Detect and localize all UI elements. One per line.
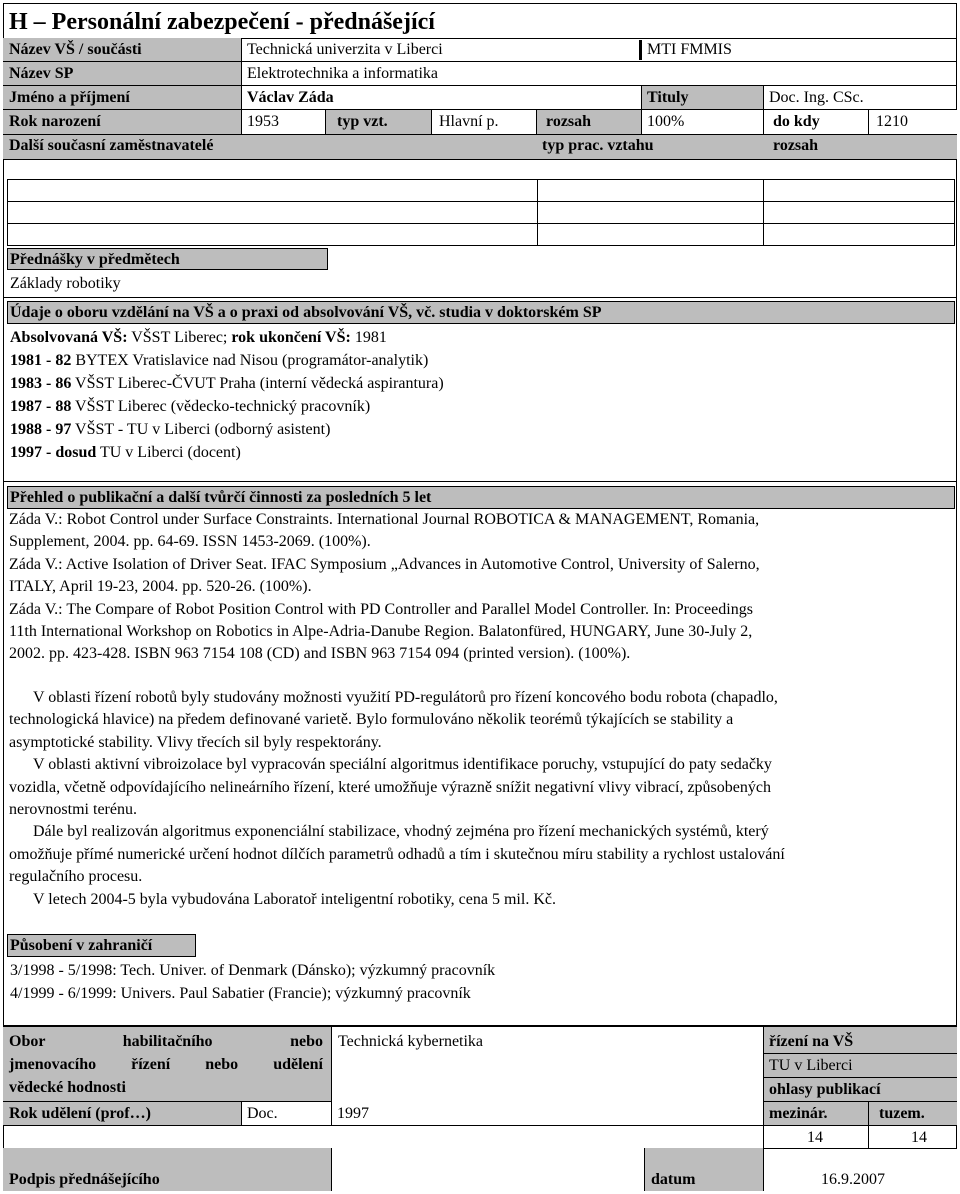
- summary-line: V oblasti řízení robotů byly studovány možnosti využití PD-regulátorů pro řízení koncového bodu robota (chapadlo,: [33, 689, 778, 706]
- publication-line: Supplement, 2004. pp. 64-69. ISSN 1453-2069. (100%).: [9, 533, 371, 551]
- education-heading: Údaje o oboru vzdělání na VŠ a o praxi od absolvování VŠ, vč. studia v doktorském SP: [10, 304, 602, 321]
- other-scope-label: rozsah: [773, 137, 819, 154]
- summary-line: V letech 2004-5 byla vybudována Laboratoř inteligentní robotiky, cena 5 mil. Kč.: [33, 890, 556, 908]
- summary-line: asymptotické stability. Vlivy třecích sil byly respektorány.: [9, 733, 382, 751]
- other-type-label: typ prac. vztahu: [542, 137, 654, 154]
- until-value: 1210: [876, 113, 908, 130]
- rok-udeleni-label: Rok udělení (prof…): [9, 1105, 151, 1122]
- other-employer-row-2-name: [7, 201, 538, 224]
- practice-item: 1997 - dosud TU v Liberci (docent): [10, 444, 241, 461]
- mezinar-label: mezinár.: [769, 1105, 828, 1122]
- graduation-line: Absolvovaná VŠ: VŠST Liberec; rok ukončení VŠ: 1981: [10, 329, 387, 346]
- emp-type-label: typ vzt.: [337, 113, 388, 130]
- rizeni-value: TU v Liberci: [769, 1057, 853, 1074]
- publication-line: Záda V.: Active Isolation of Driver Seat. IFAC Symposium „Advances in Automotive Control, University of Salerno,: [9, 555, 760, 573]
- birth-label: Rok narození: [9, 113, 101, 130]
- publication-line: Záda V.: Robot Control under Surface Constraints. International Journal ROBOTICA & MANAGEMENT, Romania,: [9, 511, 760, 528]
- research-summary: [9, 687, 953, 911]
- signature-label: Podpis přednášejícího: [9, 1171, 160, 1188]
- practice-item: 1988 - 97 VŠST - TU v Liberci (odborný asistent): [10, 421, 331, 438]
- date-label: datum: [651, 1171, 696, 1188]
- summary-line: vozidla, včetně odpovídajícího nelineárního řízení, které umožňuje výrazně snížit negativní vlivy vibrací, způsobených: [9, 778, 771, 796]
- name-value: Václav Záda: [247, 89, 334, 106]
- other-employer-row-3-name: [7, 223, 538, 246]
- obor-label-line-2: jmenovacího řízení nebo udělení: [9, 1056, 323, 1073]
- abroad-item: 3/1998 - 5/1998: Tech. Univer. of Denmark (Dánsko); výzkumný pracovník: [10, 962, 496, 979]
- form-page: [3, 3, 957, 1191]
- other-employer-row-1-name: [7, 179, 538, 202]
- rok-udeleni-type: Doc.: [247, 1105, 278, 1122]
- summary-line: regulačního procesu.: [9, 868, 143, 886]
- publication-line: ITALY, April 19-23, 2004. pp. 520-26. (100%).: [9, 578, 312, 596]
- page-title: H – Personální zabezpečení - přednášející: [9, 9, 435, 35]
- summary-line: nerovnostmi terénu.: [9, 801, 137, 819]
- titles-value: Doc. Ing. CSc.: [769, 89, 864, 106]
- publication-list: [9, 509, 953, 666]
- mezinar-value: 14: [807, 1129, 823, 1146]
- practice-item: 1987 - 88 VŠST Liberec (vědecko-technický pracovník): [10, 398, 371, 415]
- sp-label: Název SP: [9, 65, 74, 82]
- emp-type-value: Hlavní p.: [439, 113, 499, 130]
- abroad-heading: Působení v zahraničí: [10, 937, 153, 954]
- vs-label: Název VŠ / součásti: [9, 41, 142, 58]
- lecture-item: Základy robotiky: [10, 275, 121, 292]
- tuzem-label: tuzem.: [879, 1105, 925, 1122]
- date-value: 16.9.2007: [821, 1171, 885, 1188]
- summary-line: omožňuje přímé numerické určení hodnot dílčích parametrů odhadů a tím i skutečnou míru stability a rychlost ustalování: [9, 845, 785, 863]
- publication-line: 2002. pp. 423-428. ISBN 963 7154 108 (CD) and ISBN 963 7154 094 (printed version). (100%).: [9, 645, 631, 663]
- summary-line: V oblasti aktivní vibroizolace byl vypracován speciální algoritmus identifikace poruchy, vstupující do paty sedačky: [33, 756, 772, 774]
- practice-item: 1981 - 82 BYTEX Vratislavice nad Nisou (programátor-analytik): [10, 352, 429, 369]
- rizeni-label: řízení na VŠ: [769, 1033, 854, 1050]
- publication-line: Záda V.: The Compare of Robot Position Control with PD Controller and Parallel Model Controller. In: Proceedings: [9, 600, 753, 618]
- birth-value: 1953: [247, 113, 279, 130]
- scope-label: rozsah: [546, 113, 592, 130]
- obor-value: Technická kybernetika: [338, 1033, 484, 1050]
- obor-label-line-3: vědecké hodnosti: [9, 1079, 126, 1096]
- rok-udeleni-value: 1997: [337, 1105, 369, 1122]
- publication-line: 11th International Workshop on Robotics in Alpe-Adria-Danube Region. Balatonfüred, HUNGARY, June 30-July 2,: [9, 623, 753, 641]
- summary-line: technologická hlavice) na předem definované varietě. Bylo formulováno několik teorémů týkajících se stability a: [9, 711, 734, 729]
- vs-part-value: MTI FMMIS: [647, 41, 732, 58]
- lectures-heading: Přednášky v předmětech: [10, 251, 180, 268]
- titles-label: Tituly: [647, 89, 689, 106]
- summary-line: Dále byl realizován algoritmus exponenciální stabilizace, vhodný zejména pro řízení mechanických systémů, který: [33, 823, 769, 841]
- obor-label-line-1: Obor habilitačního nebo: [9, 1033, 323, 1050]
- other-employers-label: Další současní zaměstnavatelé: [9, 137, 214, 154]
- sp-value: Elektrotechnika a informatika: [247, 65, 439, 82]
- publications-heading: Přehled o publikační a další tvůrčí činnosti za posledních 5 let: [10, 489, 432, 506]
- abroad-item: 4/1999 - 6/1999: Univers. Paul Sabatier (Francie); výzkumný pracovník: [10, 985, 471, 1002]
- name-label: Jméno a příjmení: [9, 89, 130, 106]
- ohlasy-label: ohlasy publikací: [769, 1081, 881, 1098]
- practice-item: 1983 - 86 VŠST Liberec-ČVUT Praha (interní vědecká aspirantura): [10, 375, 444, 392]
- scope-value: 100%: [647, 113, 685, 130]
- until-label: do kdy: [773, 113, 820, 130]
- tuzem-value: 14: [911, 1129, 927, 1146]
- vs-value: Technická univerzita v Liberci: [247, 41, 443, 58]
